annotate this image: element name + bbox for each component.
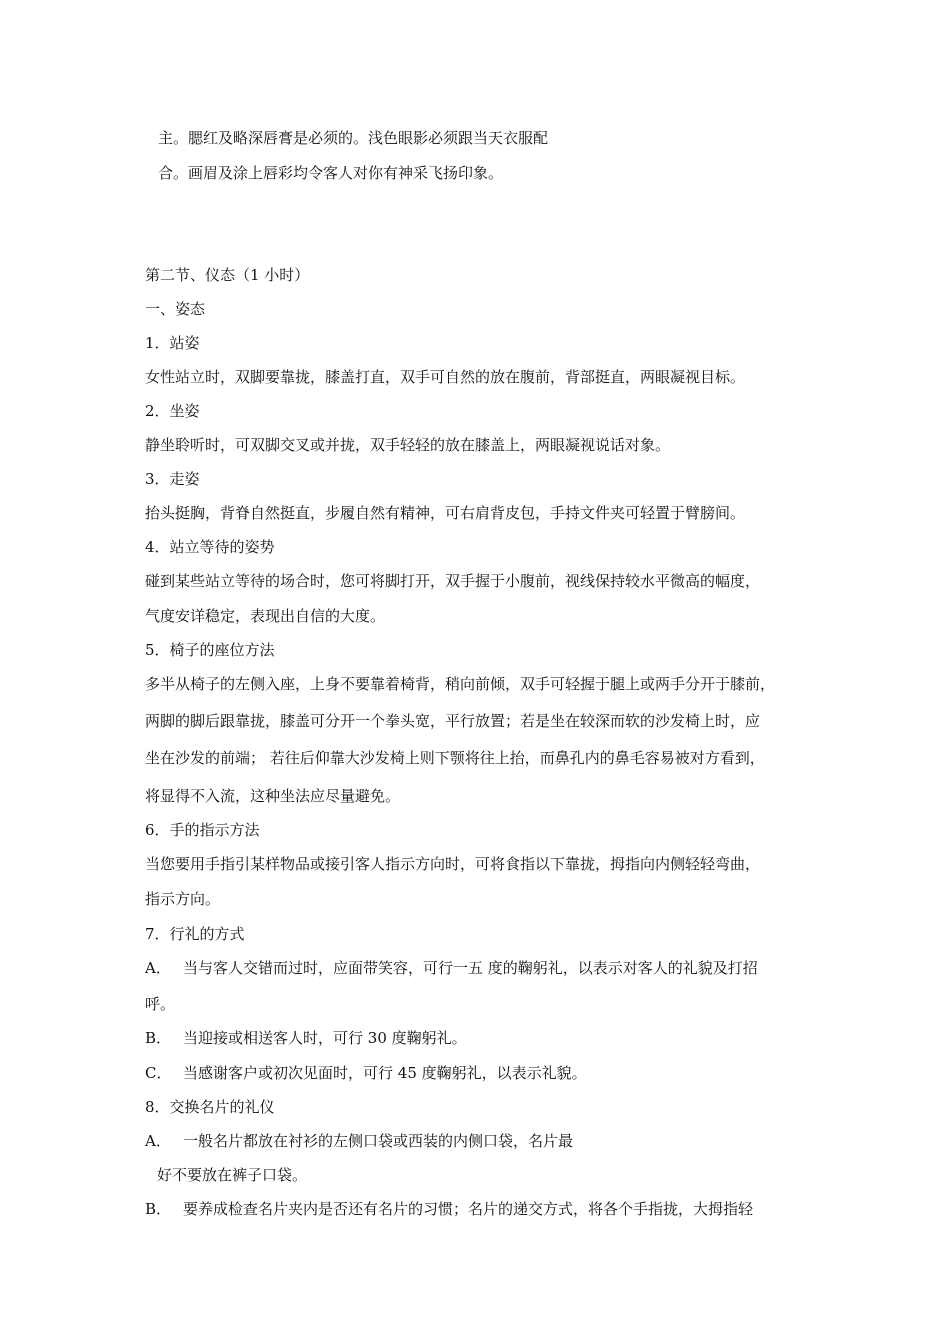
item-heading: 8．交换名片的礼仪 xyxy=(145,1098,275,1116)
list-text: 一般名片都放在衬衫的左侧口袋或西装的内侧口袋，名片最 xyxy=(183,1132,574,1150)
list-item xyxy=(145,958,758,978)
item-text: 碰到某些站立等待的场合时，您可将脚打开，双手握于小腹前，视线保持较水平微高的幅度， xyxy=(145,572,761,590)
list-text: 当迎接或相送客人时，可行 30 度鞠躬礼。 xyxy=(183,1029,467,1047)
item-text: 两脚的脚后跟靠拢，膝盖可分开一个拳头宽，平行放置；若是坐在较深而软的沙发椅上时，应 xyxy=(145,712,761,730)
list-text: 要养成检查名片夹内是否还有名片的习惯；名片的递交方式，将各个手指拢，大拇指轻 xyxy=(183,1200,754,1218)
item-text: 静坐聆听时，可双脚交叉或并拢，双手轻轻的放在膝盖上，两眼凝视说话对象。 xyxy=(145,436,671,454)
item-heading: 3．走姿 xyxy=(145,470,200,488)
item-heading: 5．椅子的座位方法 xyxy=(145,641,275,659)
list-item xyxy=(145,1199,753,1219)
paragraph-line: 合。画眉及涂上唇彩均令客人对你有神采飞扬印象。 xyxy=(158,164,504,182)
item-heading: 1．站姿 xyxy=(145,334,200,352)
item-text: 当您要用手指引某样物品或接引客人指示方向时，可将食指以下靠拢，拇指向内侧轻轻弯曲， xyxy=(145,855,761,873)
list-label: B． xyxy=(145,1029,172,1047)
section-title: 第二节、仪态（1 小时） xyxy=(145,266,310,284)
list-item xyxy=(145,1028,467,1048)
item-text: 指示方向。 xyxy=(145,890,221,908)
item-heading: 7．行礼的方式 xyxy=(145,925,245,943)
list-label: A． xyxy=(145,959,171,977)
item-text: 女性站立时，双脚要靠拢，膝盖打直，双手可自然的放在腹前，背部挺直，两眼凝视目标。 xyxy=(145,368,746,386)
item-heading: 4．站立等待的姿势 xyxy=(145,538,275,556)
item-text: 呼。 xyxy=(145,995,176,1013)
list-label: A． xyxy=(145,1132,171,1150)
list-item xyxy=(145,1063,587,1083)
list-text: 当与客人交错而过时，应面带笑容，可行一五 度的鞠躬礼，以表示对客人的礼貌及打招 xyxy=(183,959,758,977)
item-heading: 2．坐姿 xyxy=(145,402,200,420)
list-item xyxy=(145,1131,573,1151)
list-text: 当感谢客户或初次见面时，可行 45 度鞠躬礼，以表示礼貌。 xyxy=(183,1064,587,1082)
item-text: 气度安详稳定，表现出自信的大度。 xyxy=(145,607,386,625)
paragraph-line: 主。腮红及略深唇膏是必须的。浅色眼影必须跟当天衣服配 xyxy=(158,129,549,147)
item-text: 好不要放在裤子口袋。 xyxy=(157,1166,308,1184)
item-heading: 6．手的指示方法 xyxy=(145,821,260,839)
item-text: 抬头挺胸，背脊自然挺直，步履自然有精神，可右肩背皮包，手持文件夹可轻置于臂膀间。 xyxy=(145,504,746,522)
part-title: 一、姿态 xyxy=(145,300,206,318)
list-label: B． xyxy=(145,1200,172,1218)
item-text: 多半从椅子的左侧入座，上身不要靠着椅背，稍向前倾，双手可轻握于腿上或两手分开于膝前， xyxy=(145,675,776,693)
item-text: 坐在沙发的前端； 若往后仰靠大沙发椅上则下颚将往上抬，而鼻孔内的鼻毛容易被对方看到， xyxy=(145,749,765,767)
item-text: 将显得不入流，这种坐法应尽量避免。 xyxy=(145,787,401,805)
list-label: C． xyxy=(145,1064,172,1082)
